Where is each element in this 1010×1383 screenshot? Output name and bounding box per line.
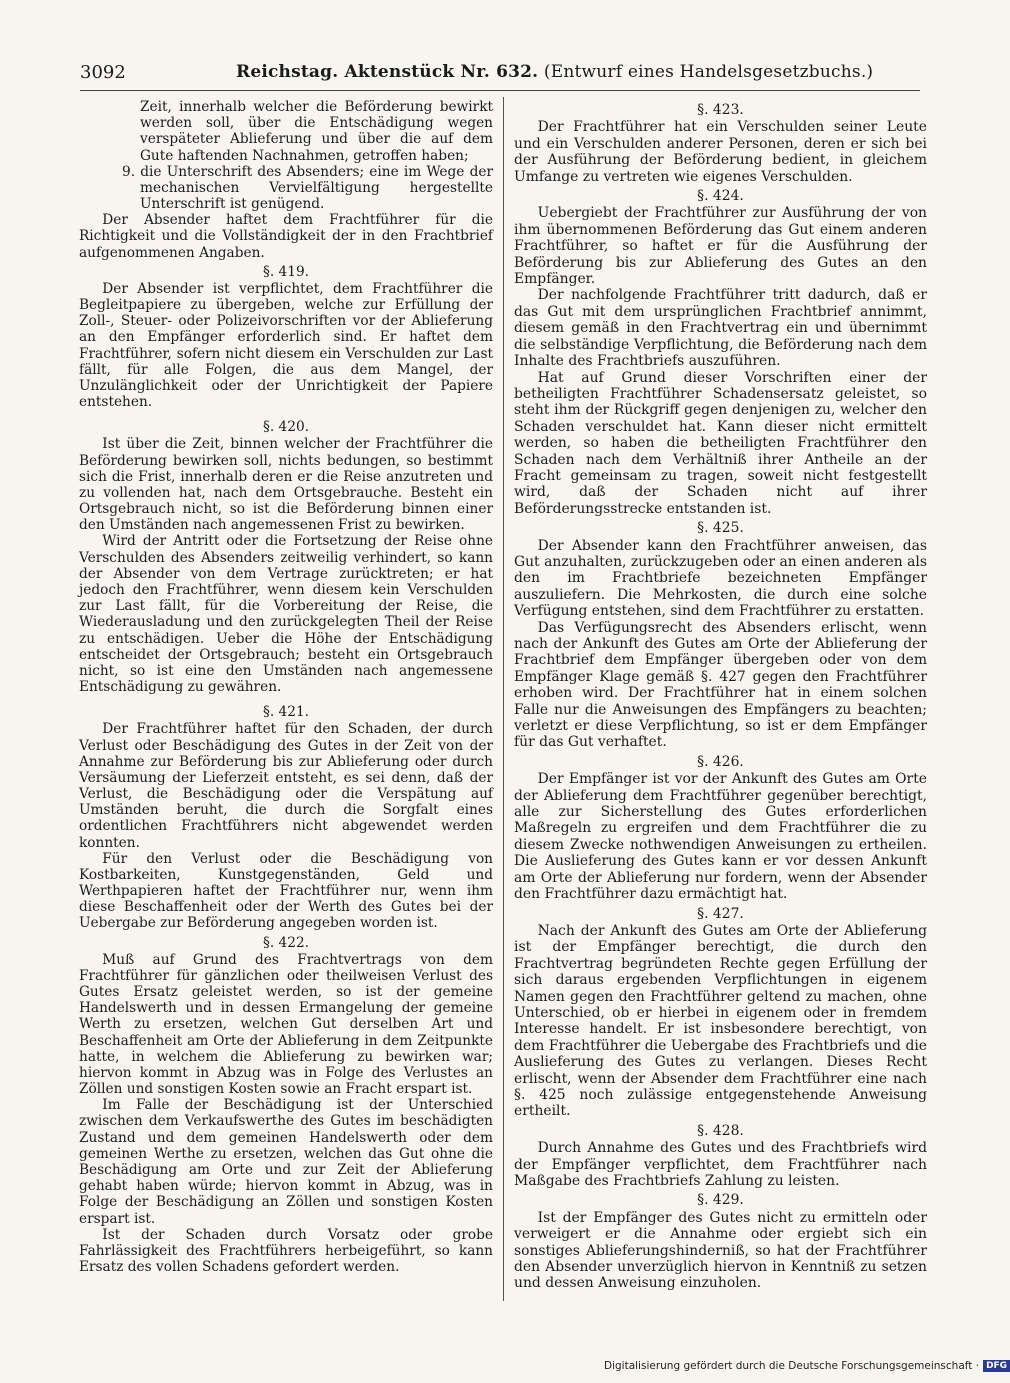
- right-column: [514, 99, 927, 1292]
- header-rule: [80, 90, 920, 91]
- section-heading: §. 426.: [697, 753, 744, 770]
- section-heading: §. 425.: [697, 520, 744, 537]
- paragraph: Der Frachtführer haftet für den Schaden, der durch Verlust oder Beschädigung des Gutes in der Zeit von der Annahme zur Beförderung bis zur Ablieferung oder durch Versäumung der Lieferzeit entsteht, es sei denn, daß der Verlust, die Beschädigung oder die Verspätung auf Umständen beruht, die durch die Sorgfalt eines ordentlichen Frachtführers nicht abgewendet werden konnten.: [79, 721, 493, 851]
- dfg-logo: DFG: [983, 1360, 1010, 1372]
- paragraph: Nach der Ankunft des Gutes am Orte der Ablieferung ist der Empfänger berechtigt, die durch den Frachtvertrag begründeten Rechte gegen Erfüllung der sich daraus ergebenden Verpflichtungen in eigenem Namen gegen den Frachtführer geltend zu machen, ohne Unterschied, ob er hierbei in eigenem oder in fremdem Interesse handelt. Er ist insbesondere berechtigt, von dem Frachtführer die Uebergabe des Frachtbriefs und die Auslieferung des Gutes zu verlangen. Dieses Recht erlischt, wenn der Absender dem Frachtführer eine nach §. 425 noch zulässige entgegenstehende Anweisung ertheilt.: [514, 922, 927, 1120]
- page-header: [80, 62, 920, 88]
- credit-text: Digitalisierung gefördert durch die Deutsche Forschungsgemeinschaft ·: [604, 1360, 980, 1372]
- running-title-bold: Reichstag. Aktenstück Nr. 632.: [236, 62, 539, 82]
- paragraph: Zeit, innerhalb welcher die Beförderung bewirkt werden soll, über die Entschädigung wegen verspäteter Ablieferung und über die auf dem Gute haftenden Nachnahmen, getroffen haben;: [140, 99, 493, 164]
- page-number: 3092: [80, 62, 126, 83]
- paragraph: Ist über die Zeit, binnen welcher der Frachtführer die Beförderung bewirken soll, nichts bedungen, so bestimmt sich die Frist, innerhalb deren er die Reise anzutreten und zu vollenden hat, nach dem Ortsgebrauche. Besteht ein Ortsgebrauch nicht, so ist die Beförderung binnen einer den Umständen nach angemessenen Frist zu bewirken.: [79, 436, 493, 534]
- paragraph: Der Absender haftet dem Frachtführer für die Richtigkeit und die Vollständigkeit der in den Frachtbrief aufgenommenen Angaben.: [79, 212, 493, 261]
- digitization-credit: [604, 1360, 1008, 1376]
- section-heading: §. 424.: [697, 188, 744, 205]
- paragraph: Uebergiebt der Frachtführer zur Ausführung der von ihm übernommenen Beförderung das Gut einem anderen Frachtführer, so haftet er für die Ausführung der Beförderung bis zur Ablieferung des Gutes an den Empfänger.: [514, 205, 927, 288]
- paragraph: Der Frachtführer hat ein Verschulden seiner Leute und ein Verschulden anderer Personen, deren er sich bei der Ausführung der Beförderung bedient, in gleichem Umfange zu vertreten wie eigenes Verschulden.: [514, 119, 927, 185]
- paragraph: Hat auf Grund dieser Vorschriften einer der betheiligten Frachtführer Schadensersatz geleistet, so steht ihm der Rückgriff gegen denjenigen zu, welcher den Schaden verschuldet hat. Kann dieser nicht ermittelt werden, so haben die betheiligten Frachtführer den Schaden nach dem Verhältniß ihrer Antheile an der Fracht gemeinsam zu tragen, soweit nicht festgestellt wird, daß der Schaden nicht auf ihrer Beförderungsstrecke entstanden ist.: [514, 369, 927, 517]
- paragraph: Der nachfolgende Frachtführer tritt dadurch, daß er das Gut mit dem ursprünglichen Frachtbrief annimmt, diesem gemäß in den Frachtvertrag ein und übernimmt die selbständige Verpflichtung, die Beförderung nach dem Inhalte des Frachtbriefs auszuführen.: [514, 287, 927, 370]
- paragraph: Ist der Empfänger des Gutes nicht zu ermitteln oder verweigert er die Annahme oder ergiebt sich ein sonstiges Ablieferungshinderniß, so hat der Frachtführer den Absender unverzüglich hiervon in Kenntniß zu setzen und dessen Anweisung einzuholen.: [514, 1209, 927, 1292]
- paragraph: Der Empfänger ist vor der Ankunft des Gutes am Orte der Ablieferung dem Frachtführer gegenüber berechtigt, alle zur Sicherstellung des Gutes erforderlichen Maßregeln zu ergreifen und dem Frachtführer die zu diesem Zwecke nothwendigen Anweisungen zu ertheilen. Die Auslieferung des Gutes kann er vor dessen Ankunft am Orte der Ablieferung nur fordern, wenn der Absender den Frachtführer dazu ermächtigt hat.: [514, 771, 927, 903]
- running-title: [236, 62, 873, 82]
- paragraph: Der Absender kann den Frachtführer anweisen, das Gut anzuhalten, zurückzugeben oder an einen anderen als den im Frachtbriefe bezeichneten Empfänger auszuliefern. Die Mehrkosten, die durch eine solche Verfügung entstehen, sind dem Frachtführer zu erstatten.: [514, 537, 927, 620]
- section-heading: §. 428.: [697, 1122, 744, 1139]
- column-divider: [503, 97, 504, 1301]
- list-item: 9. die Unterschrift des Absenders; eine im Wege der mechanischen Vervielfältigung hergestellte Unterschrift ist genügend.: [122, 163, 493, 213]
- running-title-rest: (Entwurf eines Handelsgesetzbuchs.): [543, 62, 874, 82]
- paragraph: Der Absender ist verpflichtet, dem Frachtführer die Begleitpapiere zu übergeben, welche zur Erfüllung der Zoll-, Steuer- oder Polizeivorschriften vor der Ablieferung an den Empfänger erforderlich sind. Er haftet dem Frachtführer, sofern nicht diesem ein Verschulden zur Last fällt, für alle Folgen, die aus dem Mangel, der Unzulänglichkeit oder der Unrichtigkeit der Papiere entstehen.: [79, 280, 493, 411]
- paragraph: Für den Verlust oder die Beschädigung von Kostbarkeiten, Kunstgegenständen, Geld und Werthpapieren haftet der Frachtführer nur, wenn ihm diese Beschaffenheit oder der Werth des Gutes bei der Uebergabe zur Beförderung angegeben worden ist.: [79, 850, 493, 932]
- left-column: [79, 99, 493, 1275]
- section-heading: §. 427.: [697, 905, 744, 922]
- paragraph: Wird der Antritt oder die Fortsetzung der Reise ohne Verschulden des Absenders zeitweilig verhindert, so kann der Absender von dem Vertrage zurücktreten; er hat jedoch den Frachtführer, wenn diesem kein Verschulden zur Last fällt, für die Vorbereitung der Reise, die Wiederausladung und den zurückgelegten Theil der Reise zu entschädigen. Ueber die Höhe der Entschädigung entscheidet der Ortsgebrauch; besteht ein Ortsgebrauch nicht, so ist eine den Umständen nach angemessene Entschädigung zu gewähren.: [79, 533, 493, 696]
- section-heading: §. 423.: [697, 102, 744, 118]
- section-heading: §. 421.: [262, 704, 310, 721]
- paragraph: Das Verfügungsrecht des Absenders erlischt, wenn nach der Ankunft des Gutes am Orte der Ablieferung der Frachtbrief dem Empfänger übergeben oder von dem Empfänger Klage gemäß §. 427 gegen den Frachtführer erhoben wird. Der Frachtführer hat in einem solchen Falle nur die Anweisungen des Empfängers zu beachten; verletzt er diese Verpflichtung, so ist er dem Empfänger für das Gut verhaftet.: [514, 619, 927, 751]
- paragraph: Durch Annahme des Gutes und des Frachtbriefs wird der Empfänger verpflichtet, dem Frachtführer nach Maßgabe des Frachtbriefs Zahlung zu leisten.: [514, 1140, 927, 1189]
- paragraph: Muß auf Grund des Frachtvertrags von dem Frachtführer für gänzlichen oder theilweisen Verlust des Gutes Ersatz geleistet werden, so ist der gemeine Handelswerth und in dessen Ermangelung der gemeine Werth zu ersetzen, welchen Gut derselben Art und Beschaffenheit am Orte der Ablieferung in dem Zeitpunkte hatte, in welchem die Ablieferung zu bewirken war; hiervon kommt in Abzug was in Folge des Verlustes an Zöllen und sonstigen Kosten sowie an Fracht erspart ist.: [79, 951, 493, 1098]
- section-heading: §. 420.: [262, 419, 310, 436]
- section-heading: §. 422.: [262, 934, 310, 951]
- paragraph: Im Falle der Beschädigung ist der Unterschied zwischen dem Verkaufswerthe des Gutes im beschädigten Zustand und dem gemeinen Handelswerth oder dem gemeinen Werthe zu ersetzen, welchen das Gut ohne die Beschädigung am Orte und zur Zeit der Ablieferung gehabt haben würde; hiervon kommt in Abzug, was in Folge der Beschädigung an Zöllen und sonstigen Kosten erspart ist.: [79, 1097, 493, 1227]
- paragraph: Ist der Schaden durch Vorsatz oder grobe Fahrlässigkeit des Frachtführers herbeigeführt, so kann Ersatz des vollen Schadens gefordert werden.: [79, 1226, 493, 1276]
- section-heading: §. 419.: [262, 263, 310, 280]
- section-heading: §. 429.: [697, 1192, 744, 1209]
